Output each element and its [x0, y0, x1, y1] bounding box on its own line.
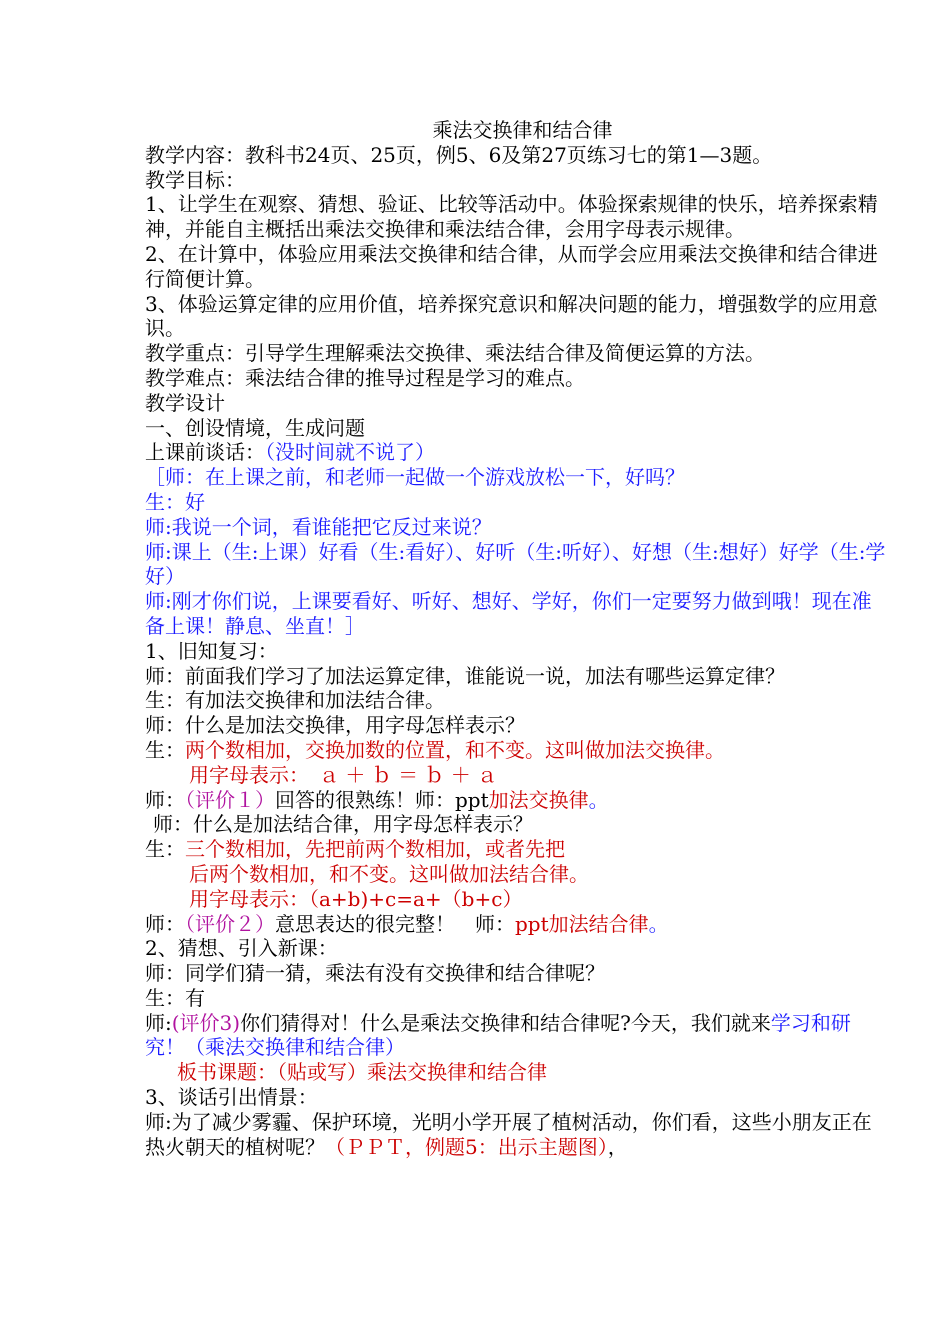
teaching-difficulty: 教学难点：乘法结合律的推导过程是学习的难点。: [145, 365, 585, 390]
dialogue-line: 生：有: [145, 985, 205, 1010]
review-heading: 1、旧知复习：: [145, 638, 278, 663]
teaching-design-heading: 教学设计: [145, 390, 225, 415]
dialogue-line: 师：同学们猜一猜，乘法有没有交换律和结合律呢？: [145, 961, 605, 986]
dialogue-line: 师：（评价１）回答的很熟练！师：ppt加法交换律。: [145, 787, 609, 812]
pre-class-note: （没时间就不说了）: [265, 440, 435, 465]
board-title: 板书课题：（贴或写）乘法交换律和结合律: [177, 1060, 547, 1085]
dialogue-line: 生：有加法交换律和加法结合律。: [145, 688, 445, 713]
formula-line: 用字母表示： ａ ＋ ｂ ＝ ｂ ＋ ａ: [189, 762, 498, 787]
dialogue-line: 师：什么是加法结合律，用字母怎样表示？: [153, 812, 533, 837]
evaluation-tag: （评价１）: [185, 787, 275, 812]
pre-class-talk: 上课前谈话：（没时间就不说了）: [145, 440, 435, 465]
dialogue-line: 师:为了减少雾霾、保护环境，光明小学开展了植树活动，你们看，这些小朋友正在热火朝天的植树呢？（ＰＰＴ，例题5：出示主题图），: [145, 1109, 872, 1159]
dialogue-line: 师:刚才你们说，上课要看好、听好、想好、学好，你们一定要努力做到哦！现在准备上课！静息、坐直！］: [145, 589, 872, 638]
dialogue-line: 生：两个数相加，交换加数的位置，和不变。这叫做加法交换律。: [145, 737, 725, 762]
evaluation-tag: （评价２）: [185, 911, 275, 936]
dialogue-line: 生：好: [145, 489, 205, 514]
goal-3: 3、体验运算定律的应用价值，培养探究意识和解决问题的能力，增强数学的应用意识。: [145, 291, 878, 341]
dialogue-line: 师：（评价２）意思表达的很完整！ 师：ppt加法结合律。: [145, 911, 669, 936]
dialogue-line: 师：什么是加法交换律，用字母怎样表示？: [145, 713, 525, 738]
dialogue-line: 师:我说一个词，看谁能把它反过来说？: [145, 514, 492, 539]
guess-heading: 2、猜想、引入新课：: [145, 936, 338, 961]
formula-line: 用字母表示：（a+b)+c=a+（b+c）: [189, 886, 523, 911]
teaching-focus: 教学重点：引导学生理解乘法交换律、乘法结合律及简便运算的方法。: [145, 341, 765, 366]
section-1-heading: 一、创设情境，生成问题: [145, 415, 365, 440]
goal-1: 1、让学生在观察、猜想、验证、比较等活动中。体验探索规律的快乐，培养探索精神，并能自主概括出乘法交换律和乘法结合律，会用字母表示规律。: [145, 192, 878, 242]
evaluation-tag: (评价3): [171, 1010, 241, 1035]
teaching-content: 教学内容：教科书24页、25页，例5、6及第27页练习七的第1—3题。: [145, 142, 773, 167]
goal-2: 2、在计算中，体验应用乘法交换律和结合律，从而学会应用乘法交换律和结合律进行简便计算。: [145, 241, 878, 291]
dialogue-line: ［师：在上课之前，和老师一起做一个游戏放松一下，好吗？: [145, 465, 685, 490]
dialogue-line: 师:课上（生:上课）好看（生:看好）、好听（生:听好）、好想（生:想好）好学（生:学好）: [145, 539, 886, 589]
teaching-goals-heading: 教学目标：: [145, 167, 245, 192]
document-title: 乘法交换律和结合律: [432, 118, 613, 142]
scenario-heading: 3、谈话引出情景：: [145, 1085, 318, 1110]
dialogue-line: 后两个数相加，和不变。这叫做加法结合律。: [189, 861, 589, 886]
dialogue-line: 师：前面我们学习了加法运算定律，谁能说一说，加法有哪些运算定律？: [145, 663, 785, 688]
dialogue-line: 生：三个数相加，先把前两个数相加，或者先把: [145, 837, 565, 862]
dialogue-line: 师:(评价3)你们猜得对！什么是乘法交换律和结合律呢?今天，我们就来学习和研究！（乘法交换律和结合律）: [145, 1010, 851, 1060]
